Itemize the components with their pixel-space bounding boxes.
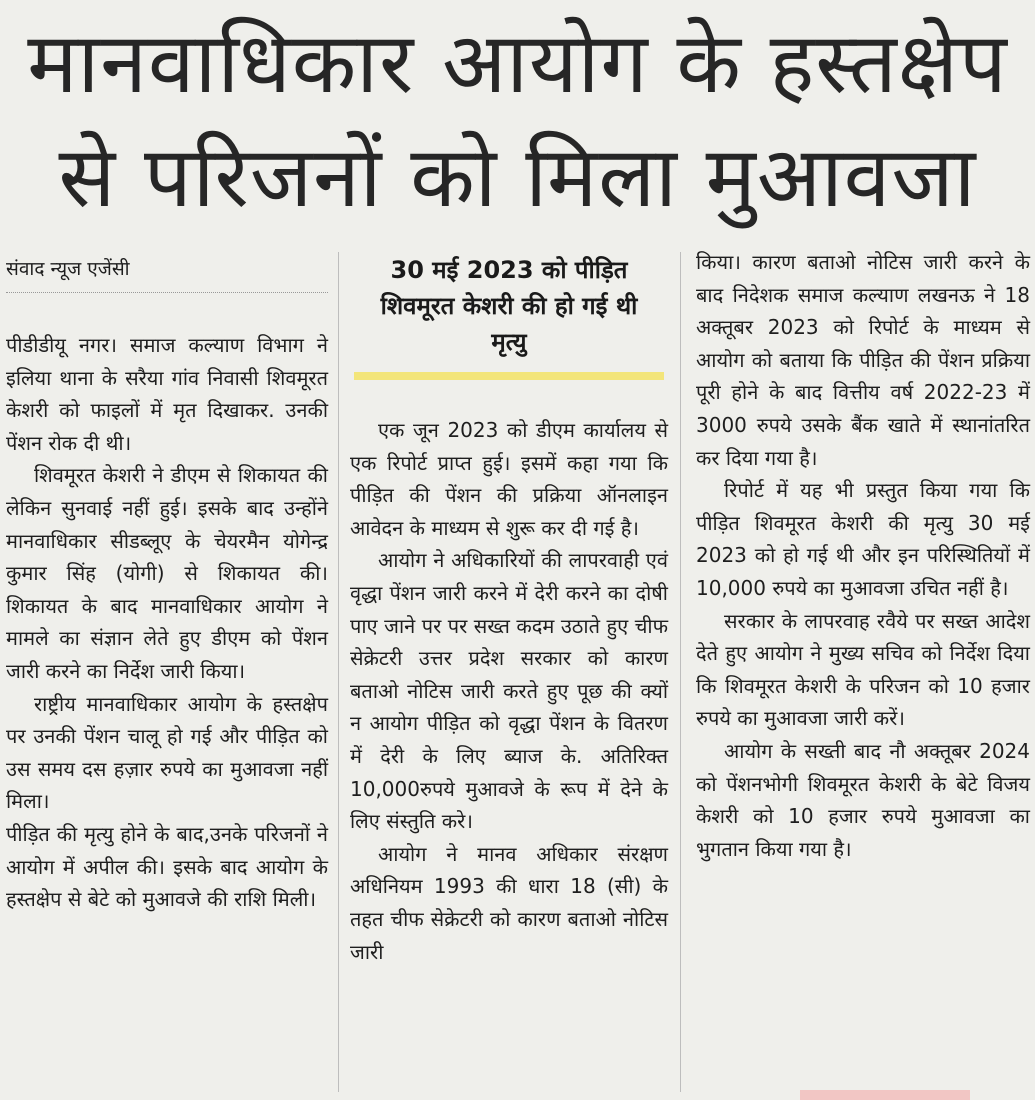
paragraph: किया। कारण बताओ नोटिस जारी करने के बाद निदेशक समाज कल्याण लखनऊ ने 18 अक्तूबर 2023 को रिपोर्ट के माध्यम से आयोग को बताया कि पीड़ित की पेंशन प्रक्रिया पूरी होने के बाद वित्तीय वर्ष 2022-23 में 3000 रुपये उसके बैंक खाते में स्थानांतरित कर दिया गया है। bbox=[696, 250, 1030, 470]
paragraph: शिवमूरत केशरी ने डीएम से शिकायत की लेकिन सुनवाई नहीं हुई। इसके बाद उन्होंने मानवाधिकार सीडब्लूए के चेयरमैन योगेन्द्र कुमार सिंह (योगी) से शिकायत की। शिकायत के बाद मानवाधिकार आयोग ने मामले का संज्ञान लेते हुए डीएम को पेंशन जारी करने का निर्देश जारी किया। bbox=[6, 463, 328, 683]
byline-agency: संवाद न्यूज एजेंसी bbox=[6, 248, 328, 293]
headline bbox=[0, 6, 1035, 234]
article-column-3 bbox=[696, 246, 1030, 865]
headline-line-2: से परिजनों को मिला मुआवजा bbox=[58, 128, 977, 226]
adjacent-article-edge bbox=[800, 1090, 970, 1100]
column-divider bbox=[680, 252, 681, 1092]
headline-line-1: मानवाधिकार आयोग के हस्तक्षेप bbox=[27, 14, 1008, 112]
paragraph: राष्ट्रीय मानवाधिकार आयोग के हस्तक्षेप पर उनकी पेंशन चालू हो गई और पीड़ित को उस समय दस हज़ार रुपये का मुआवजा नहीं मिला। bbox=[6, 691, 328, 814]
paragraph: आयोग ने मानव अधिकार संरक्षण अधिनियम 1993 की धारा 18 (सी) के तहत चीफ सेक्रेटरी को कारण बताओ नोटिस जारी bbox=[350, 841, 668, 964]
highlight-rule bbox=[354, 372, 664, 380]
paragraph: रिपोर्ट में यह भी प्रस्तुत किया गया कि पीड़ित शिवमूरत केशरी की मृत्यु 30 मई 2023 को हो गई थी और इन परिस्थितियों में 10,000 रुपये का मुआवजा उचित नहीं है। bbox=[696, 478, 1030, 600]
paragraph: एक जून 2023 को डीएम कार्यालय से एक रिपोर्ट प्राप्त हुई। इसमें कहा गया कि पीड़ित की पेंशन की प्रक्रिया ऑनलाइन आवेदन के माध्यम से शुरू कर दी गई है। bbox=[350, 418, 668, 540]
paragraph: पीडीडीयू नगर। समाज कल्याण विभाग ने इलिया थाना के सरैया गांव निवासी शिवमूरत केशरी को फाइलों में मृत दिखाकर. उनकी पेंशन रोक दी थी। bbox=[6, 333, 328, 455]
subheading: 30 मई 2023 को पीड़ित शिवमूरत केशरी की हो गई थी मृत्यु bbox=[380, 256, 638, 356]
article-column-2 bbox=[350, 248, 668, 968]
paragraph: आयोग ने अधिकारियों की लापरवाही एवं वृद्धा पेंशन जारी करने में देरी करने का दोषी पाए जाने पर पर सख्त कदम उठाते हुए चीफ सेक्रेटरी उत्तर प्रदेश सरकार को कारण बताओ नोटिस जारी करते हुए पूछ की क्यों न आयोग पीड़ित को वृद्धा पेंशन के वितरण में देरी के लिए ब्याज के. अतिरिक्त 10,000रुपये मुआवजे के रूप में देने के लिए संस्तुति करे। bbox=[350, 548, 668, 834]
article-column-1 bbox=[6, 248, 328, 916]
paragraph: पीड़ित की मृत्यु होने के बाद,उनके परिजनों ने आयोग में अपील की। इसके बाद आयोग के हस्तक्षेप से बेटे को मुआवजे की राशि मिली। bbox=[6, 821, 328, 912]
column-divider bbox=[338, 252, 339, 1092]
paragraph: सरकार के लापरवाह रवैये पर सख्त आदेश देते हुए आयोग ने मुख्य सचिव को निर्देश दिया कि शिवमूरत केशरी के परिजन को 10 हजार रुपये का मुआवजा जारी करें। bbox=[696, 608, 1030, 731]
paragraph: आयोग के सख्ती बाद नौ अक्तूबर 2024 को पेंशनभोगी शिवमूरत केशरी के बेटे विजय केशरी को 10 हजार रुपये मुआवजा का भुगतान किया गया है। bbox=[696, 738, 1030, 861]
